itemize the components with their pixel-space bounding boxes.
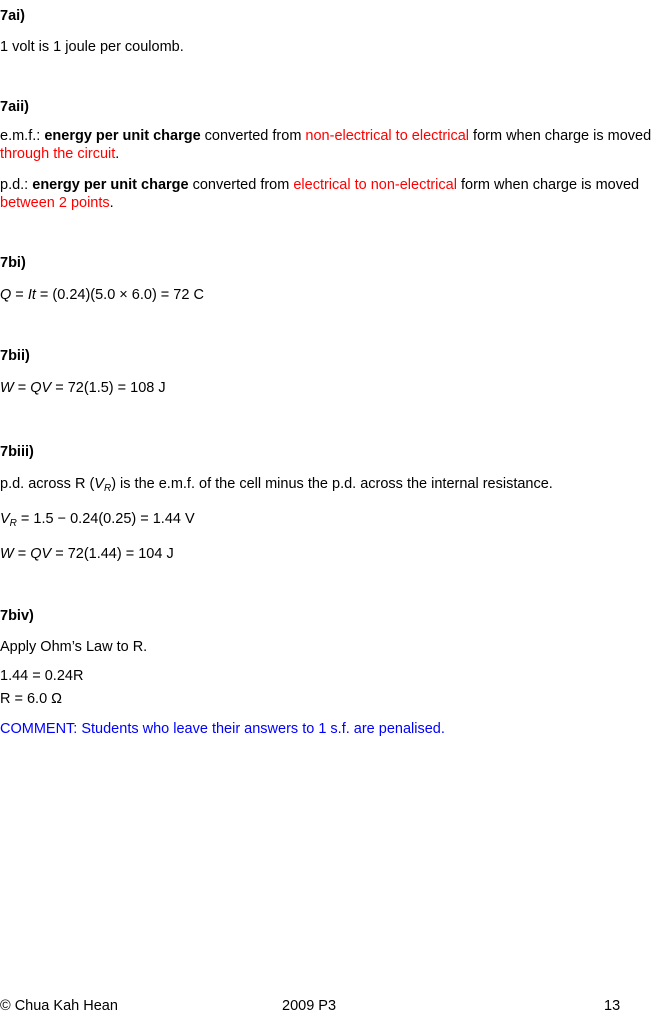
page-number: 13 (604, 998, 621, 1014)
emf-red-1: non-electrical to electrical (305, 128, 470, 144)
answer-7ai: 1 volt is 1 joule per coulomb. (0, 39, 184, 55)
heading-7biii: 7biii) (0, 444, 34, 460)
var-qv: QV (30, 380, 52, 396)
var-it: It (27, 287, 36, 303)
text-b: ) is the e.m.f. of the cell minus the p.d. across the internal resistance. (111, 476, 553, 492)
var-v: V (94, 476, 104, 492)
sub-r: R (103, 483, 112, 494)
pd-definition (0, 176, 669, 212)
footer-paper: 2009 P3 (282, 998, 337, 1014)
eq-rest: = 72(1.5) = 108 J (51, 380, 166, 396)
emf-end: . (115, 146, 120, 162)
equation-7biv-1: 1.44 = 0.24R (0, 668, 84, 684)
eq-rest: = 72(1.44) = 104 J (51, 546, 174, 562)
footer-author: © Chua Kah Hean (0, 998, 118, 1014)
pd-end: . (109, 195, 114, 211)
emf-bold: energy per unit charge (44, 128, 201, 144)
var-qv: QV (30, 546, 52, 562)
emf-prefix: e.m.f.: (0, 128, 45, 144)
eq-sign: = (11, 287, 28, 303)
comment: COMMENT: Students who leave their answers to 1 s.f. are penalised. (0, 721, 445, 737)
sub-r: R (9, 518, 17, 529)
pd-mid-2: form when charge is moved (456, 177, 640, 193)
emf-definition (0, 127, 669, 163)
heading-7bi: 7bi) (0, 255, 26, 271)
emf-red-2: through the circuit (0, 146, 116, 162)
text-a: p.d. across R ( (0, 476, 95, 492)
equation-7biv-2: R = 6.0 Ω (0, 691, 63, 707)
explanation-7biii (0, 475, 553, 493)
equation-7bi (0, 286, 204, 304)
var-v: V (0, 511, 10, 527)
text-7biv: Apply Ohm’s Law to R. (0, 639, 148, 655)
equation-7bii (0, 379, 166, 397)
pd-bold: energy per unit charge (32, 177, 189, 193)
heading-7biv: 7biv) (0, 608, 34, 624)
emf-mid: converted from (200, 128, 306, 144)
pd-red-1: electrical to non-electrical (293, 177, 457, 193)
equation-7biii-vr (0, 510, 195, 528)
var-w: W (0, 380, 14, 396)
pd-prefix: p.d.: (0, 177, 33, 193)
eq-sign: = (13, 546, 31, 562)
eq-sign: = (13, 380, 31, 396)
pd-mid: converted from (188, 177, 294, 193)
heading-7bii: 7bii) (0, 348, 30, 364)
var-w: W (0, 546, 14, 562)
eq-rest: = 1.5 − 0.24(0.25) = 1.44 V (16, 511, 195, 527)
eq-rest: = (0.24)(5.0 × 6.0) = 72 C (35, 287, 204, 303)
heading-7aii: 7aii) (0, 99, 30, 115)
equation-7biii-w (0, 545, 174, 563)
emf-mid-2: form when charge is moved (469, 128, 652, 144)
pd-red-2: between 2 points (0, 195, 110, 211)
heading-7ai: 7ai) (0, 8, 25, 24)
var-q: Q (0, 287, 12, 303)
